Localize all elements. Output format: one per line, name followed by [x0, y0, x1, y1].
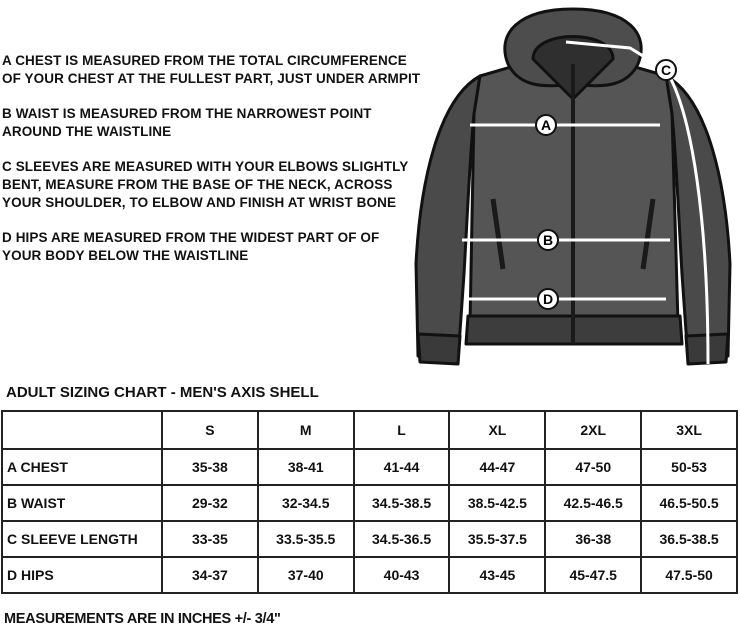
- measurement-footnote: MEASUREMENTS ARE IN INCHES +/- 3/4": [4, 611, 281, 627]
- chart-title: ADULT SIZING CHART - MEN'S AXIS SHELL: [6, 384, 319, 401]
- table-cell: 47.5-50: [641, 557, 737, 593]
- table-cell: 32-34.5: [258, 485, 354, 521]
- measurement-instructions: [2, 52, 422, 282]
- table-cell: 50-53: [641, 449, 737, 485]
- table-cell: 47-50: [545, 449, 641, 485]
- table-cell: 36-38: [545, 521, 641, 557]
- table-cell: 38.5-42.5: [449, 485, 545, 521]
- table-cell: 44-47: [449, 449, 545, 485]
- table-cell: 36.5-38.5: [641, 521, 737, 557]
- left-cuff: [418, 334, 460, 364]
- header-2xl: 2XL: [545, 411, 641, 449]
- row-label: C SLEEVE LENGTH: [2, 521, 162, 557]
- table-cell: 34-37: [162, 557, 258, 593]
- table-cell: 38-41: [258, 449, 354, 485]
- table-cell: 29-32: [162, 485, 258, 521]
- header-xl: XL: [449, 411, 545, 449]
- header-blank: [2, 411, 162, 449]
- table-cell: 34.5-38.5: [354, 485, 450, 521]
- row-label: D HIPS: [2, 557, 162, 593]
- row-label: A CHEST: [2, 449, 162, 485]
- svg-text:A: A: [540, 117, 552, 133]
- table-cell: 41-44: [354, 449, 450, 485]
- table-row: [2, 449, 737, 485]
- table-cell: 43-45: [449, 557, 545, 593]
- row-label: B WAIST: [2, 485, 162, 521]
- svg-text:C: C: [660, 62, 672, 78]
- table-header-row: [2, 411, 737, 449]
- table-cell: 35.5-37.5: [449, 521, 545, 557]
- table-cell: 33-35: [162, 521, 258, 557]
- instruction-chest: A CHEST IS MEASURED FROM THE TOTAL CIRCUMFERENCE OF YOUR CHEST AT THE FULLEST PART, JUST UNDER ARMPIT: [2, 53, 421, 86]
- table-row: [2, 485, 737, 521]
- header-s: S: [162, 411, 258, 449]
- header-m: M: [258, 411, 354, 449]
- header-l: L: [354, 411, 450, 449]
- instruction-sleeve: C SLEEVES ARE MEASURED WITH YOUR ELBOWS SLIGHTLY BENT, MEASURE FROM THE BASE OF THE NECK, ACROSS YOUR SHOULDER, TO ELBOW AND FINISH AT WRIST BONE: [2, 159, 409, 210]
- instruction-waist: B WAIST IS MEASURED FROM THE NARROWEST POINT AROUND THE WAISTLINE: [2, 106, 372, 139]
- sizing-table: [1, 410, 738, 594]
- jacket-measurement-figure: [408, 4, 740, 374]
- marker-b: [538, 230, 558, 250]
- table-row: [2, 557, 737, 593]
- marker-a: [536, 115, 556, 135]
- table-cell: 34.5-36.5: [354, 521, 450, 557]
- table-cell: 33.5-35.5: [258, 521, 354, 557]
- svg-text:B: B: [542, 232, 554, 248]
- instruction-hips: D HIPS ARE MEASURED FROM THE WIDEST PART OF OF YOUR BODY BELOW THE WAISTLINE: [2, 230, 380, 263]
- header-3xl: 3XL: [641, 411, 737, 449]
- marker-d: [538, 289, 558, 309]
- svg-text:D: D: [542, 291, 554, 307]
- table-cell: 46.5-50.5: [641, 485, 737, 521]
- table-cell: 45-47.5: [545, 557, 641, 593]
- table-row: [2, 521, 737, 557]
- table-cell: 37-40: [258, 557, 354, 593]
- table-cell: 35-38: [162, 449, 258, 485]
- marker-c: [656, 60, 676, 80]
- table-cell: 42.5-46.5: [545, 485, 641, 521]
- table-cell: 40-43: [354, 557, 450, 593]
